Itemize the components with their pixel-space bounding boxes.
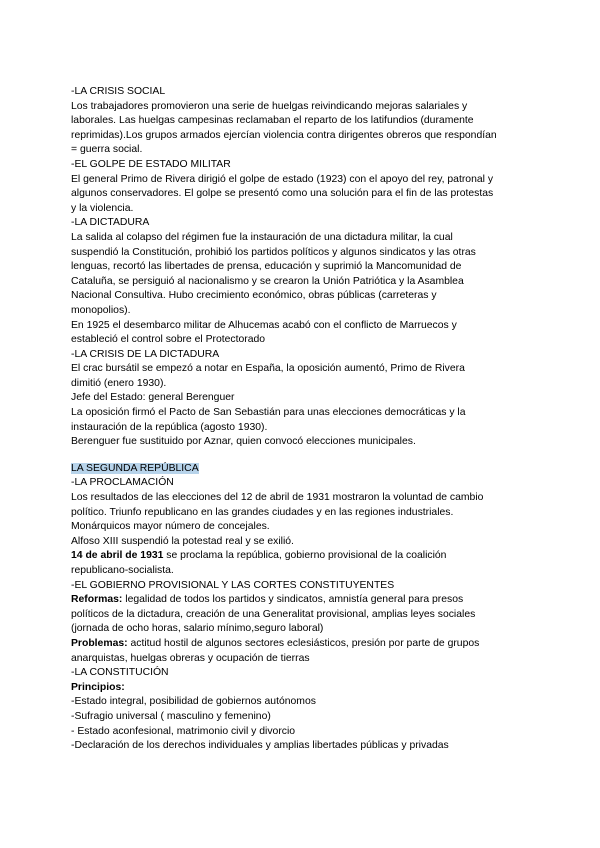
paragraph-line: estableció el control sobre el Protectorado <box>71 334 266 346</box>
paragraph-line: dimitió (enero 1930). <box>71 377 167 389</box>
paragraph-line <box>71 637 541 652</box>
section-heading: -LA CRISIS DE LA DICTADURA <box>71 348 220 360</box>
paragraph-line <box>71 593 541 608</box>
paragraph-line: El general Primo de Rivera dirigió el golpe de estado (1923) con el apoyo del rey, patronal y <box>71 173 494 185</box>
paragraph-line: lenguas, recortó las libertades de prensa, educación y suprimió la Mancomunidad de <box>71 261 462 273</box>
section-heading: -LA CRISIS SOCIAL <box>71 86 166 97</box>
section-heading: -LA DICTADURA <box>71 217 150 229</box>
bold-date: 14 de abril de 1931 <box>71 550 164 562</box>
section-heading: -LA CONSTITUCIÓN <box>71 667 169 679</box>
paragraph-line: Berenguer fue sustituido por Aznar, quien convocó elecciones municipales. <box>71 436 416 448</box>
paragraph-line: monopolios). <box>71 304 131 316</box>
list-item: - Estado aconfesional, matrimonio civil y divorcio <box>71 725 296 737</box>
paragraph-line: y la violencia. <box>71 202 134 214</box>
date-text: se proclama la república, gobierno provisional de la coalición <box>163 550 447 562</box>
paragraph-line: En 1925 el desembarco militar de Alhucemas acabó con el conflicto de Marruecos y <box>71 319 457 331</box>
paragraph-line: anarquistas, huelgas obreras y ocupación de tierras <box>71 652 310 664</box>
section-heading: -LA PROCLAMACIÓN <box>71 477 174 489</box>
paragraph-line: Los trabajadores promovieron una serie de huelgas reivindicando mejoras salariales y <box>71 100 468 112</box>
paragraph-line: instauración de la república (agosto 1930). <box>71 421 268 433</box>
paragraph-line: = guerra social. <box>71 144 143 156</box>
list-item: -Declaración de los derechos individuales y amplias libertades públicas y privadas <box>71 740 449 752</box>
paragraph-line: Monárquicos mayor número de concejales. <box>71 521 270 533</box>
paragraph-line: La salida al colapso del régimen fue la instauración de una dictadura militar, la cual <box>71 231 453 243</box>
paragraph-line: reprimidas).Los grupos armados ejercían violencia contra dirigentes obreros que respondían <box>71 129 497 141</box>
paragraph-line: Alfoso XIII suspendió la potestad real y se exilió. <box>71 535 294 547</box>
paragraph-line: Jefe del Estado: general Berenguer <box>71 392 235 404</box>
list-item: -Sufragio universal ( masculino y femenino) <box>71 710 271 722</box>
paragraph-line <box>71 549 541 564</box>
section-heading: -EL GOBIERNO PROVISIONAL Y LAS CORTES CONSTITUYENTES <box>71 579 395 591</box>
highlighted-title: LA SEGUNDA REPÚBLICA <box>71 462 199 474</box>
reformas-label: Reformas: <box>71 594 123 606</box>
paragraph-line: suspendió la Constitución, prohibió los partidos políticos y algunos sindicatos y las otras <box>71 246 476 258</box>
paragraph-line: Cataluña, se persiguió al nacionalismo y se crearon la Unión Patriótica y la Asamblea <box>71 275 464 287</box>
paragraph-line: laborales. Las huelgas campesinas reclamaban el reparto de los latifundios (duramente <box>71 115 474 127</box>
problemas-text: actitud hostil de algunos sectores eclesiásticos, presión por parte de grupos <box>127 637 480 649</box>
paragraph-line: La oposición firmó el Pacto de San Sebastián para unas elecciones democráticas y la <box>71 407 466 419</box>
reformas-text: legalidad de todos los partidos y sindicatos, amnistía general para presos <box>122 594 464 606</box>
paragraph-line: republicano-socialista. <box>71 565 174 576</box>
paragraph-line: algunos conservadores. El golpe se presentó como una solución para el fin de las protestas <box>71 188 494 200</box>
document-body <box>71 85 541 754</box>
list-item: -Estado integral, posibilidad de gobiernos autónomos <box>71 696 316 708</box>
paragraph-line: (jornada de ocho horas, salario mínimo,seguro laboral) <box>71 623 324 635</box>
blank-line <box>71 450 541 462</box>
principios-label <box>71 681 541 696</box>
paragraph-line: Los resultados de las elecciones del 12 de abril de 1931 mostraron la voluntad de cambio <box>71 492 484 504</box>
paragraph-line: Nacional Consultiva. Hubo crecimiento económico, obras públicas (carreteras y <box>71 290 437 302</box>
paragraph-line: El crac bursátil se empezó a notar en España, la oposición aumentó, Primo de Rivera <box>71 363 465 375</box>
problemas-label: Problemas: <box>71 637 128 649</box>
paragraph-line: político. Triunfo republicano en las grandes ciudades y en las regiones industriales. <box>71 506 454 518</box>
principios-label-text: Principios: <box>71 681 125 693</box>
chapter-title <box>71 462 541 477</box>
paragraph-line: políticos de la dictadura, creación de una Generalitat provisional, amplias leyes sociales <box>71 608 476 620</box>
section-heading: -EL GOLPE DE ESTADO MILITAR <box>71 158 231 170</box>
